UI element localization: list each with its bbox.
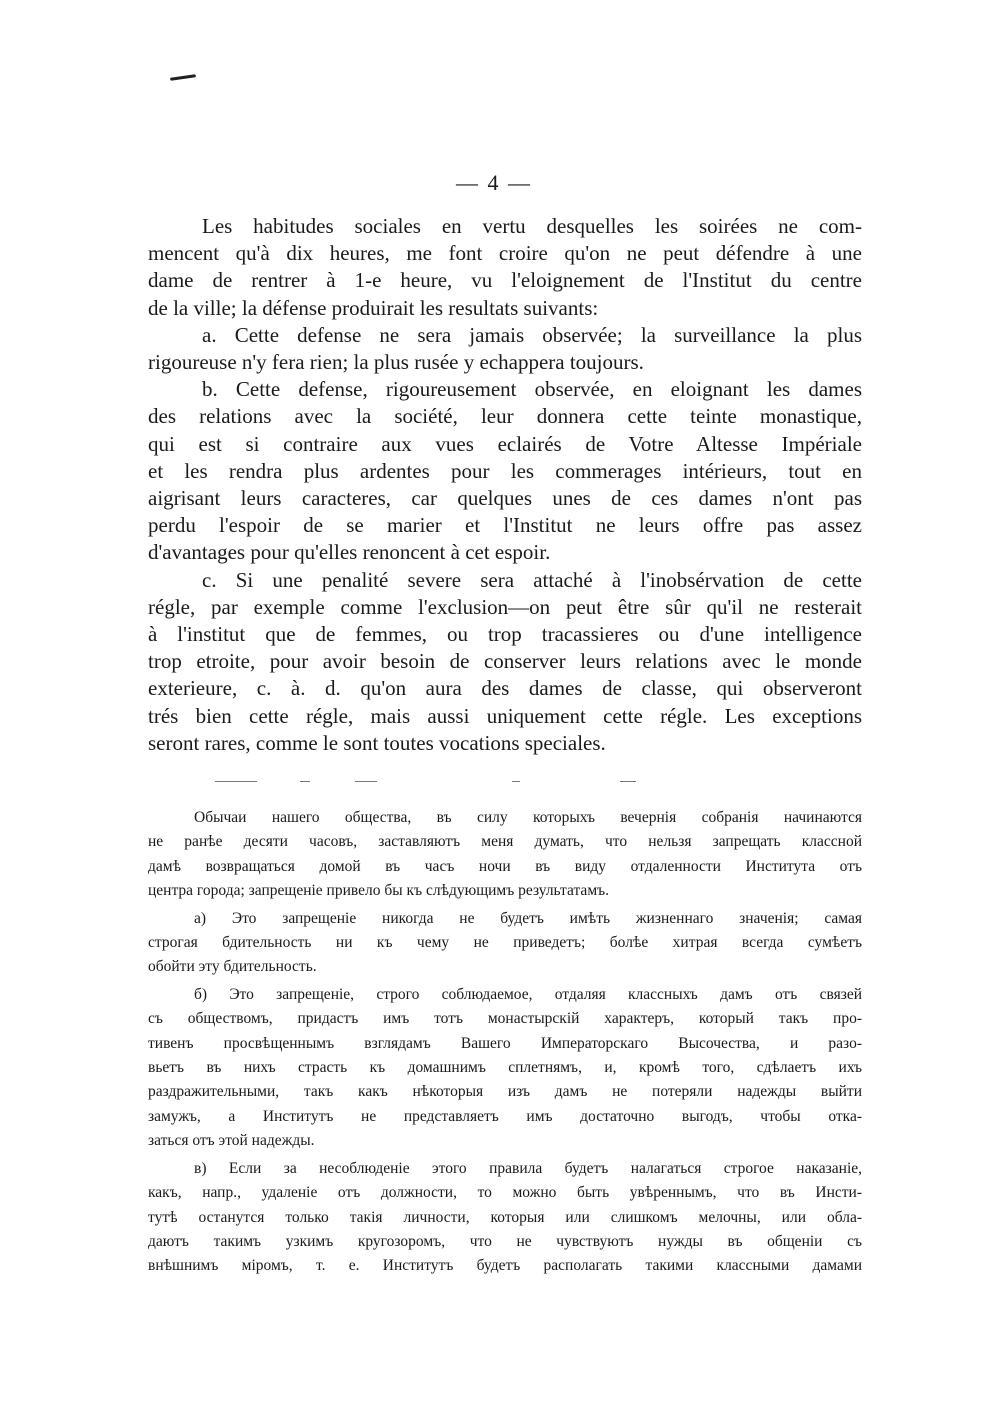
- text-line: perdu l'espoir de se marier et l'Institut ne leurs offre pas assez: [148, 513, 862, 538]
- text-line: dame de rentrer à 1-e heure, vu l'eloignement de l'Institut du centre: [148, 268, 862, 293]
- text-line: внѣшнимъ міромъ, т. е. Институтъ будетъ располагать такими классными дамами: [148, 1257, 862, 1275]
- text-line: Les habitudes sociales en vertu desquelles les soirées ne com-: [202, 214, 862, 238]
- separator: [512, 781, 520, 782]
- french-text: [148, 213, 862, 757]
- text-line: trop etroite, pour avoir besoin de conserver leurs relations avec le monde: [148, 649, 862, 674]
- text-line: центра города; запрещеніе привело бы къ слѣдующимъ результатамъ.: [148, 882, 610, 900]
- text-line: qui est si contraire aux vues eclairés de Votre Altesse Impériale: [148, 431, 862, 456]
- text-line: вьетъ въ нихъ страсть къ домашнимъ сплетнямъ, и, кромѣ того, сдѣлаетъ ихъ: [148, 1059, 862, 1077]
- paragraph: [148, 213, 862, 322]
- text-line: régle, par exemple comme l'exclusion—on peut être sûr qu'il ne resterait: [148, 594, 862, 619]
- paragraph: [148, 567, 862, 757]
- text-line: обойти эту бдительность.: [148, 958, 317, 976]
- text-line: et les rendra plus ardentes pour les commerages intérieurs, tout en: [148, 458, 862, 483]
- text-line: раздражительными, такъ какъ нѣкоторыя изъ дамъ не потеряли надежды выйти: [148, 1083, 862, 1101]
- text-line: à l'institut que de femmes, ou trop tracassieres ou d'une intelligence: [148, 622, 862, 647]
- text-line: тутѣ останутся только такія личности, которыя или слишкомъ мелочны, или обла-: [148, 1208, 862, 1226]
- text-line: даютъ такимъ узкимъ кругозоромъ, что не чувствуютъ нужды въ общеніи съ: [148, 1232, 862, 1250]
- paragraph: [148, 907, 862, 980]
- text-line: d'avantages pour qu'elles renoncent à cet espoir.: [148, 540, 551, 565]
- paragraph: [148, 983, 862, 1154]
- paragraph: [148, 376, 862, 566]
- text-line: заться отъ этой надежды.: [148, 1132, 315, 1150]
- text-line: des relations avec la société, leur donnera cette teinte monastique,: [148, 404, 862, 429]
- text-line: съ обществомъ, придастъ имъ тотъ монастырскій характеръ, который такъ про-: [148, 1010, 862, 1028]
- text-line: дамѣ возвращаться домой въ часъ ночи въ виду отдаленности Института отъ: [148, 857, 862, 875]
- text-line: aigrisant leurs caracteres, car quelques unes de ces dames n'ont pas: [148, 486, 862, 511]
- text-line: тивенъ просвѣщеннымъ взглядамъ Вашего Императорскаго Высочества, и разо-: [148, 1034, 862, 1052]
- text-line: trés bien cette régle, mais aussi uniquement cette régle. Les exceptions: [148, 703, 862, 728]
- page-number: — 4 —: [456, 170, 532, 195]
- text-line: какъ, напр., удаленіе отъ должности, то можно быть увѣреннымъ, что въ Инсти-: [148, 1184, 862, 1202]
- text-line: замужъ, а Институтъ не представляетъ имъ достаточно выгодъ, чтобы отка-: [148, 1107, 862, 1125]
- separator: [620, 781, 636, 782]
- text-line: exterieure, c. à. d. qu'on aura des dames de classe, qui observeront: [148, 676, 862, 701]
- text-line: Обычаи нашего общества, въ силу которыхъ вечернія собранія начинаются: [194, 809, 862, 826]
- paragraph: [148, 806, 862, 904]
- separator: [300, 781, 310, 782]
- paragraph: [148, 1157, 862, 1279]
- text-line: de la ville; la défense produirait les resultats suivants:: [148, 295, 599, 320]
- separator: [215, 781, 257, 782]
- russian-text: [148, 806, 862, 1282]
- text-line: c. Si une penalité severe sera attaché à l'inobsérvation de cette: [202, 567, 862, 592]
- text-line: строгая бдительность ни къ чему не приведетъ; болѣе хитрая всегда сумѣетъ: [148, 934, 862, 952]
- text-line: а) Это запрещеніе никогда не будетъ имѣть жизненнаго значенія; самая: [194, 909, 862, 927]
- scan-mark: [170, 74, 196, 81]
- paragraph: [148, 322, 862, 376]
- text-line: в) Если за несоблюденіе этого правила будетъ налагаться строгое наказаніе,: [194, 1159, 862, 1177]
- text-line: rigoureuse n'y fera rien; la plus rusée y echappera toujours.: [148, 350, 644, 375]
- text-line: a. Cette defense ne sera jamais observée; la surveillance la plus: [202, 322, 862, 347]
- text-line: б) Это запрещеніе, строго соблюдаемое, отдаляя классныхъ дамъ отъ связей: [194, 985, 862, 1003]
- text-line: не ранѣе десяти часовъ, заставляютъ меня думать, что нельзя запрещать классной: [148, 833, 862, 851]
- separator: [355, 781, 377, 782]
- text-line: b. Cette defense, rigoureusement observée, en eloignant les dames: [202, 377, 862, 402]
- text-line: mencent qu'à dix heures, me font croire qu'on ne peut défendre à une: [148, 241, 862, 266]
- text-line: seront rares, comme le sont toutes vocations speciales.: [148, 730, 606, 755]
